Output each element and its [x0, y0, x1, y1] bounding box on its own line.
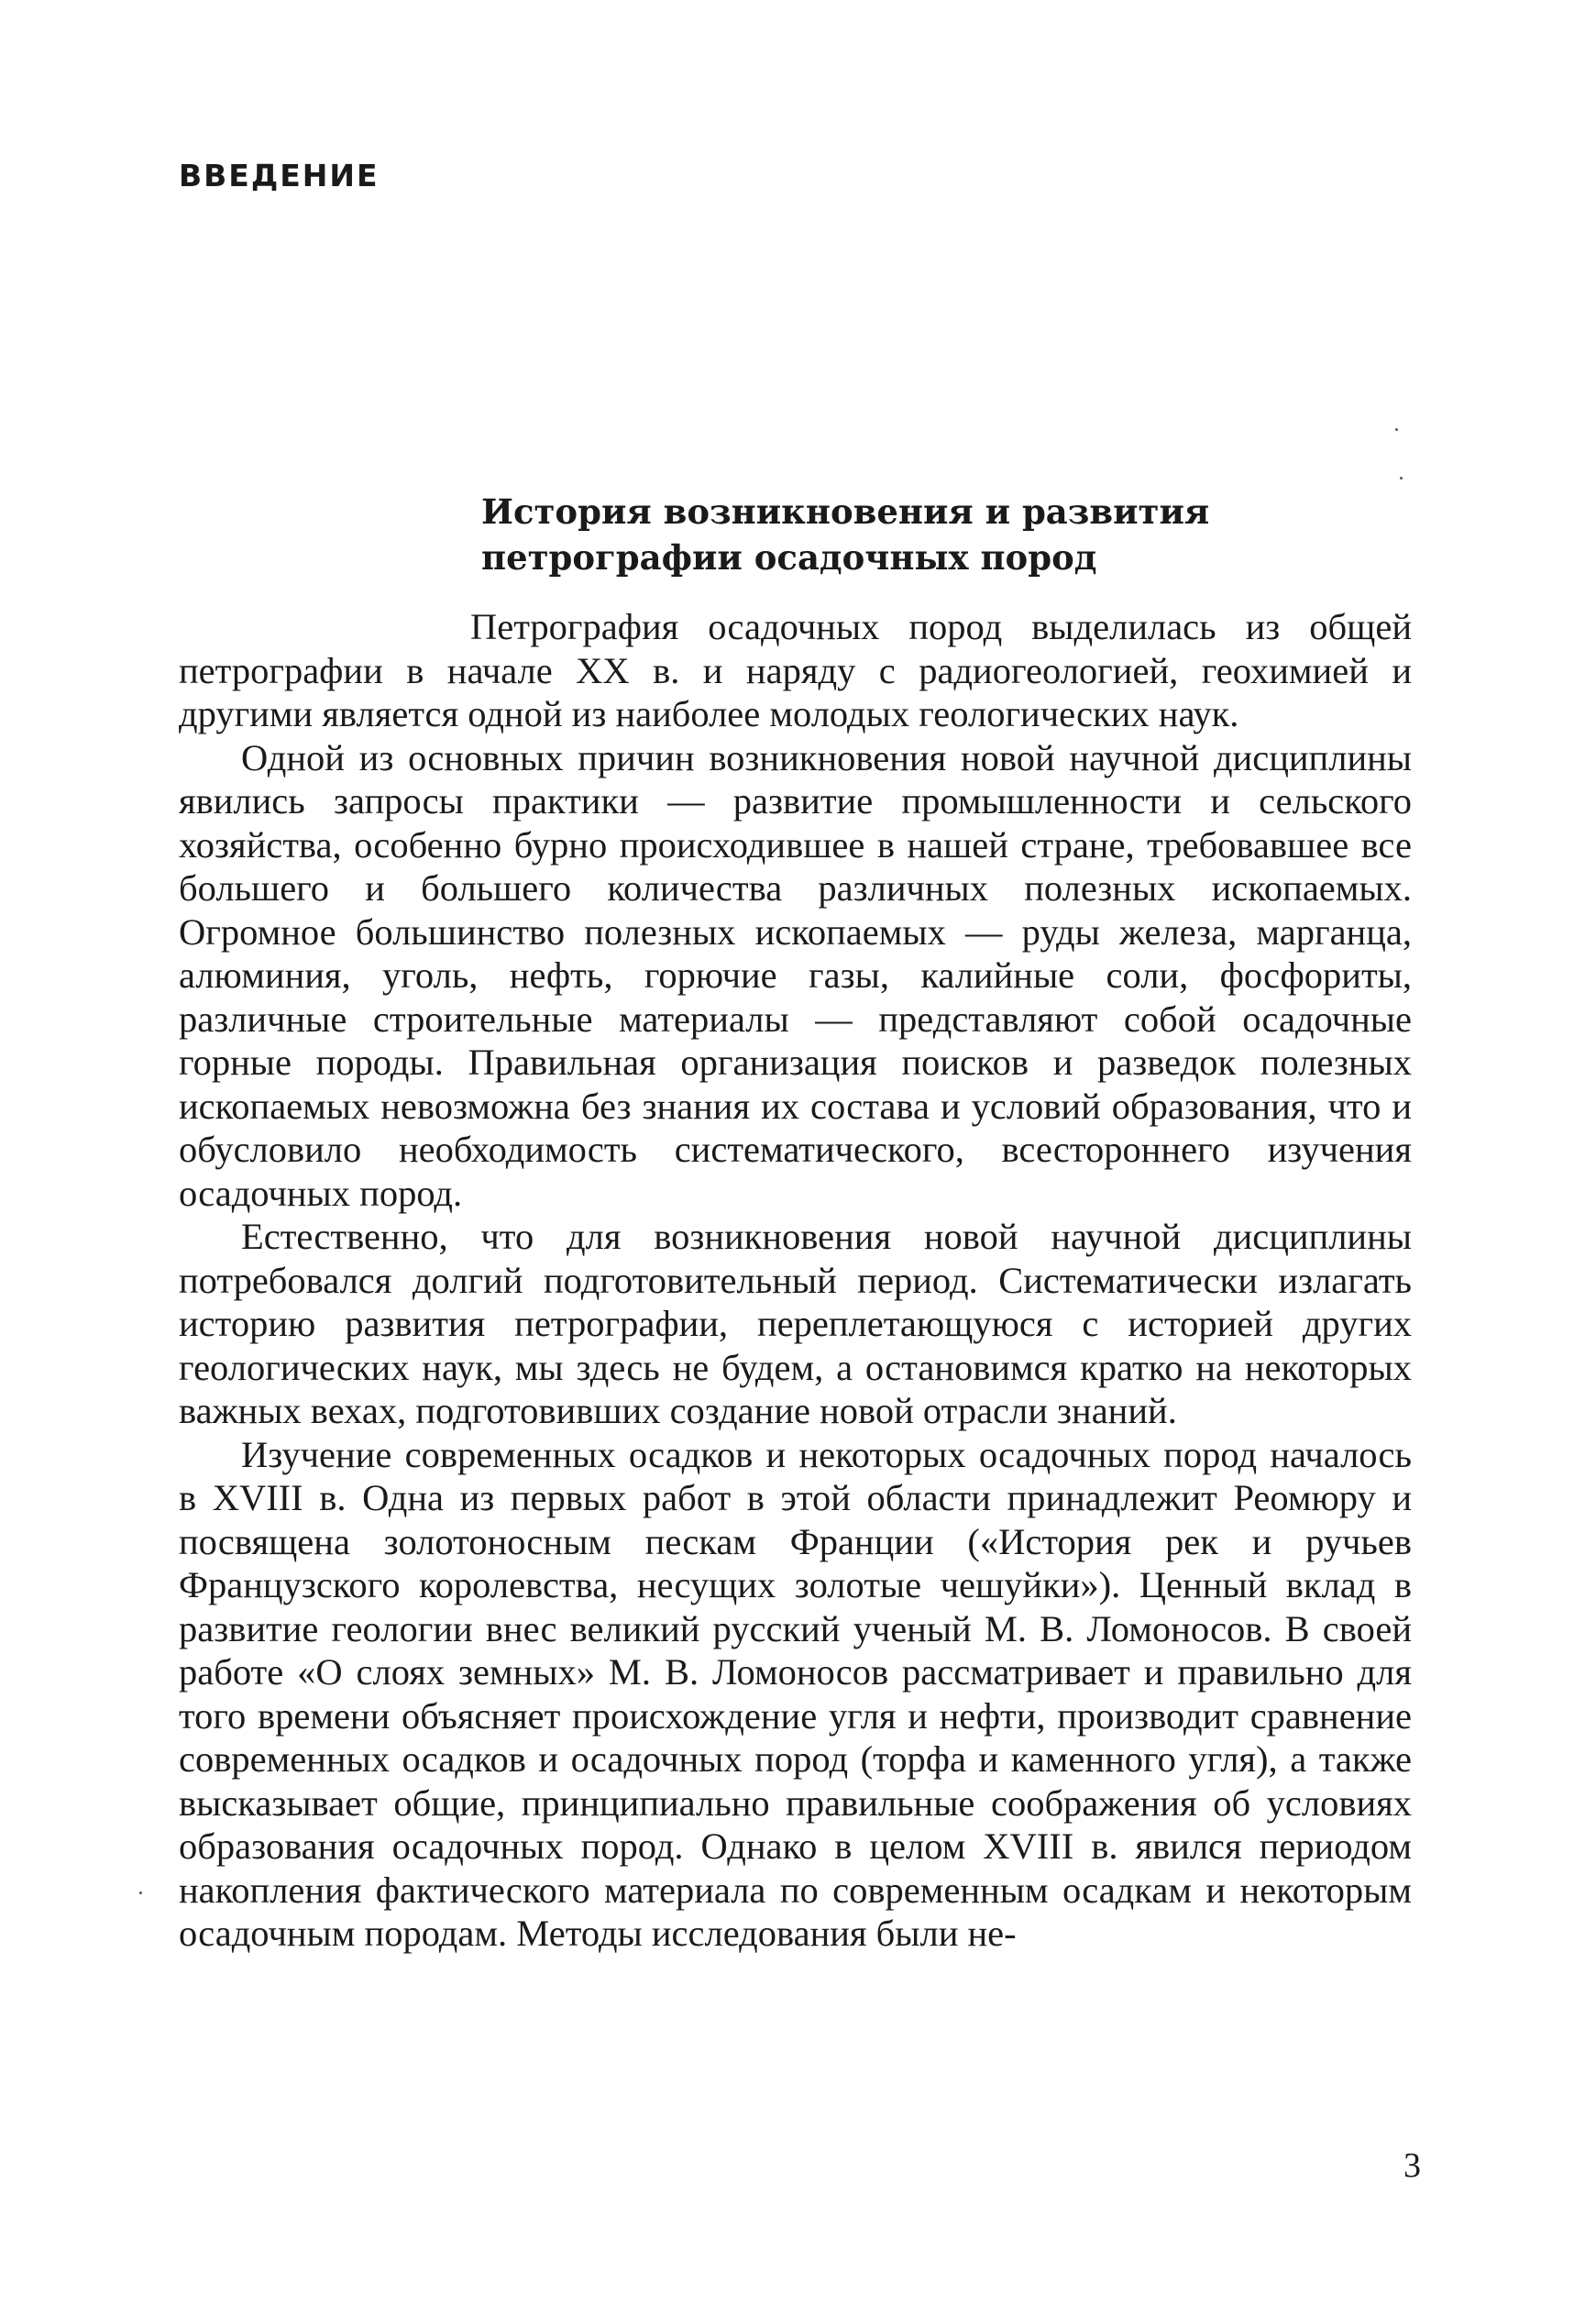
page-number: 3	[1403, 2146, 1421, 2185]
scan-speck	[139, 1891, 142, 1894]
body-text	[179, 605, 1412, 1956]
paragraph-1: Петрография осадочных пород выделилась из общей петрографии в начале XX в. и наряду с радиогеологией, геохимией и другими является одной из наиболее молодых геологических наук.	[179, 606, 1412, 734]
scan-speck	[1395, 428, 1398, 431]
scan-speck	[1400, 477, 1403, 480]
chapter-heading: ВВЕДЕНИЕ	[179, 158, 380, 193]
paragraph-3: Естественно, что для возникновения новой научной дисциплины потребовался долгий подготовительный период. Систематически излагать историю развития петрографии, переплетающуюся с историей других геологических наук, мы здесь не будем, а остановимся кратко на некоторых важных вехах, подготовивших создание новой отрасли знаний.	[179, 1216, 1412, 1431]
paragraph-2: Одной из основных причин возникновения новой научной дисциплины явились запросы практики — развитие промышленности и сельского хозяйства, особенно бурно происходившее в нашей стране, требовавшее все большего и большего количества различных полезных ископаемых. Огромное большинство полезных ископаемых — руды железа, марганца, алюминия, уголь, нефть, горючие газы, калийные соли, фосфориты, различные строительные материалы — представляют собой осадочные горные породы. Правильная организация поисков и разведок полезных ископаемых невозможна без знания их состава и условий образования, что и обусловило необходимость систематического, всестороннего изучения осадочных пород.	[179, 736, 1412, 1214]
section-title-line-1: История возникновения и развития	[481, 491, 1210, 532]
section-title	[481, 489, 1306, 580]
section-title-line-2: петрографии осадочных пород	[481, 537, 1097, 578]
paragraph-4: Изучение современных осадков и некоторых осадочных пород началось в XVIII в. Одна из первых работ в этой области принадлежит Реомюру и посвящена золотоносным пескам Франции («История рек и ручьев Французского королевства, несущих золотые чешуйки»). Ценный вклад в развитие геологии внес великий русский ученый М. В. Ломоносов. В своей работе «О слоях земных» М. В. Ломоносов рассматривает и правильно для того времени объясняет происхождение угля и нефти, производит сравнение современных осадков и осадочных пород (торфа и каменного угля), а также высказывает общие, принципиально правильные соображения об условиях образования осадочных пород. Однако в целом XVIII в. явился периодом накопления фактического материала по современным осадкам и некоторым осадочным породам. Методы исследования были не-	[179, 1433, 1412, 1954]
